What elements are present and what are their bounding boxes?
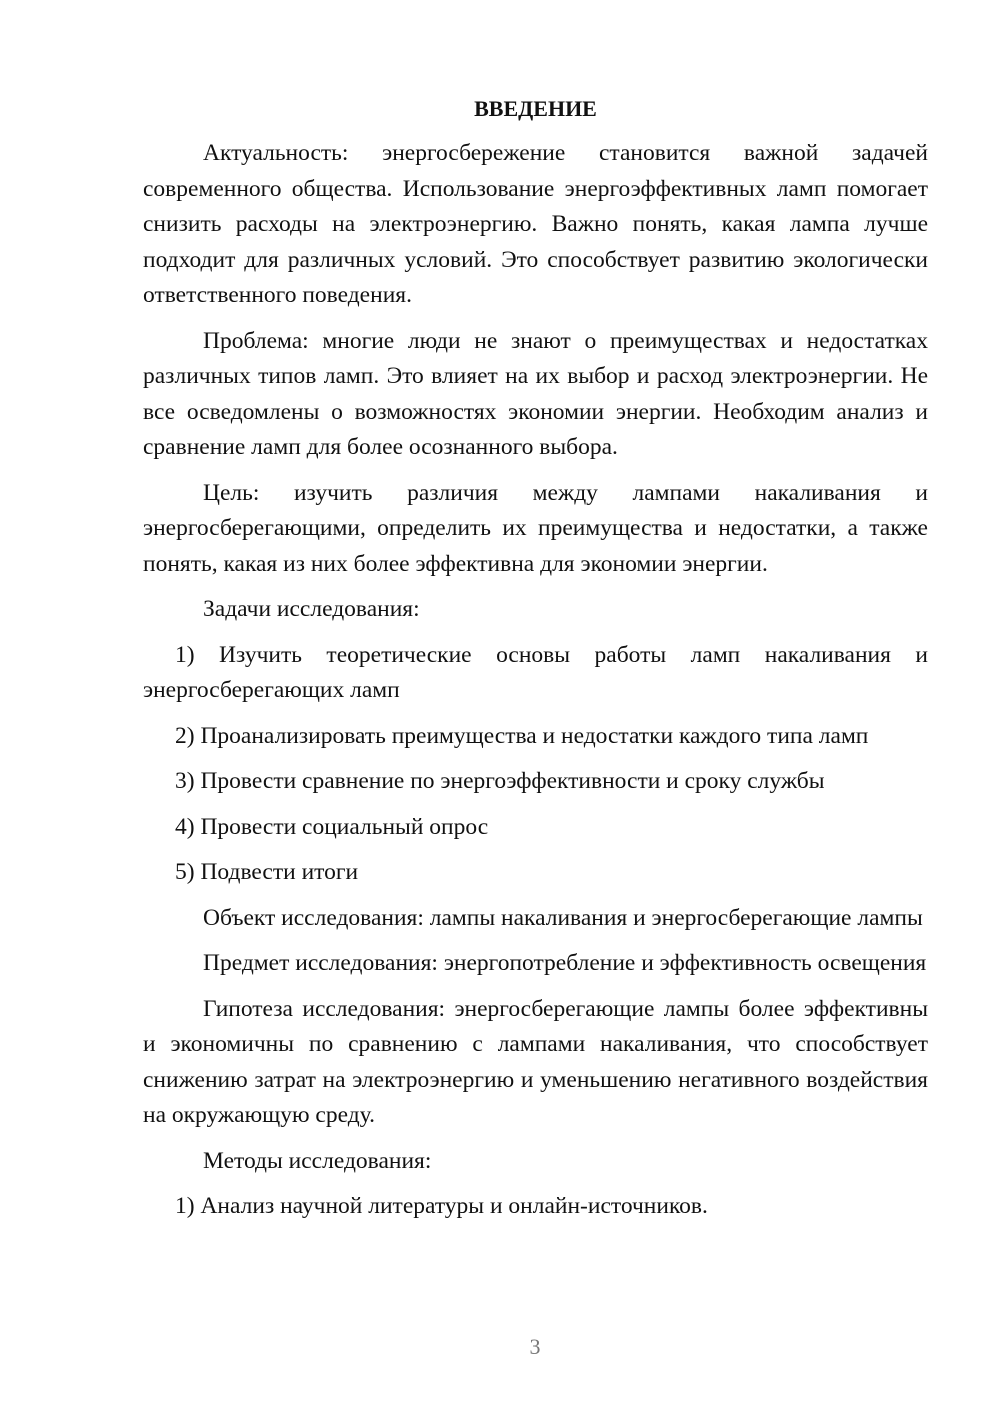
method-item: 1) Анализ научной литературы и онлайн-источников. bbox=[175, 1193, 708, 1219]
hypothesis-paragraph: Гипотеза исследования: энергосберегающие лампы более эффективны и экономичны по сравнению с лампами накаливания, что способствует снижению затрат на электроэнергию и уменьшению негативного воздействия на окружающую среду. bbox=[143, 995, 928, 1128]
task-item: 5) Подвести итоги bbox=[175, 859, 359, 885]
methods-title: Методы исследования: bbox=[203, 1147, 432, 1174]
section-heading: ВВЕДЕНИЕ bbox=[474, 96, 597, 121]
goal-paragraph: Цель: изучить различия между лампами накаливания и энергосберегающими, определить их преимущества и недостатки, а также понять, какая из них более эффективна для экономии энергии. bbox=[143, 479, 928, 577]
tasks-title: Задачи исследования: bbox=[203, 596, 420, 622]
task-item: 2) Проанализировать преимущества и недостатки каждого типа ламп bbox=[175, 722, 869, 749]
page-number: 3 bbox=[529, 1334, 541, 1359]
page-content bbox=[143, 94, 928, 1235]
task-item: 4) Провести социальный опрос bbox=[175, 813, 489, 840]
task-item: 3) Провести сравнение по энергоэффективности и сроку службы bbox=[175, 768, 825, 794]
task-item: 1) Изучить теоретические основы работы ламп накаливания и энергосберегающих ламп bbox=[143, 641, 928, 703]
object-paragraph: Объект исследования: лампы накаливания и энергосберегающие лампы bbox=[203, 904, 923, 931]
subject-paragraph: Предмет исследования: энергопотребление и эффективность освещения bbox=[203, 950, 927, 976]
problem-paragraph: Проблема: многие люди не знают о преимуществах и недостатках различных типов ламп. Это влияет на их выбор и расход электроэнергии. Не все осведомлены о возможностях экономии энергии. Необходим анализ и сравнение ламп для более осознанного выбора. bbox=[143, 327, 928, 460]
relevance-paragraph: Актуальность: энергосбережение становится важной задачей современного общества. Использование энергоэффективных ламп помогает снизить расходы на электроэнергию. Важно понять, какая лампа лучше подходит для различных условий. Это способствует развитию экологически ответственного поведения. bbox=[143, 140, 928, 308]
